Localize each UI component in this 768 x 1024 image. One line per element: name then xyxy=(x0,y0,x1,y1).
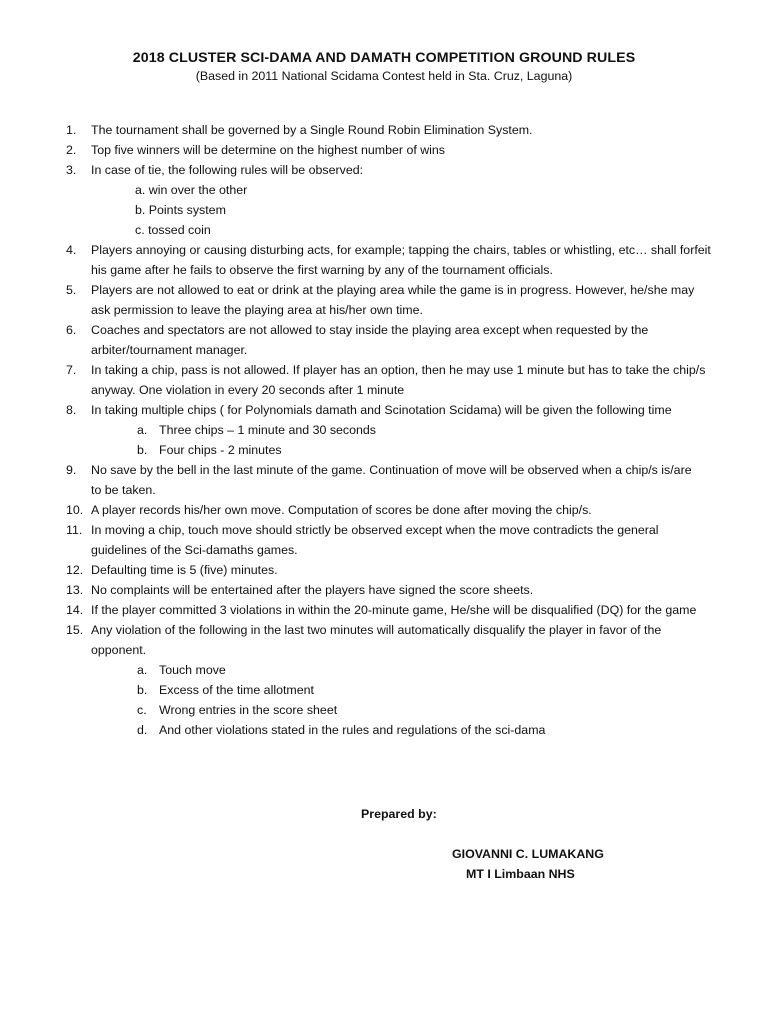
rule-subitem xyxy=(0,180,768,200)
rule-subitem-text: Touch move xyxy=(159,663,226,677)
rule-number: 15. xyxy=(66,623,84,637)
rule-subitem-letter: c. xyxy=(137,703,147,717)
rule-text: In case of tie, the following rules will be observed: xyxy=(91,163,364,177)
rule-text-continued: to be taken. xyxy=(91,483,156,497)
rule-item xyxy=(0,160,768,240)
rule-subitem xyxy=(0,720,768,740)
rule-item xyxy=(0,520,768,560)
rule-text: Players are not allowed to eat or drink at the playing area while the game is in progress. However, he/she may xyxy=(91,283,695,297)
rule-item xyxy=(0,580,768,600)
rule-line xyxy=(0,280,768,300)
rule-item xyxy=(0,280,768,320)
rule-subitem xyxy=(0,660,768,680)
rule-text-continued: ask permission to leave the playing area at his/her own time. xyxy=(91,303,423,317)
rule-subitem-text: c. tossed coin xyxy=(135,223,211,237)
rule-subitem xyxy=(0,200,768,220)
rule-number: 6. xyxy=(66,323,77,337)
rule-text: In moving a chip, touch move should strictly be observed except when the move contradicts the general xyxy=(91,523,659,537)
rule-line xyxy=(0,240,768,260)
rule-subitem-text: a. win over the other xyxy=(135,183,248,197)
rule-item xyxy=(0,620,768,740)
rule-number: 12. xyxy=(66,563,84,577)
rule-line xyxy=(0,520,768,540)
rule-subitem-text: Three chips – 1 minute and 30 seconds xyxy=(159,423,376,437)
rule-line xyxy=(0,340,768,360)
rule-line xyxy=(0,620,768,640)
rule-subitem-letter: b. xyxy=(137,683,148,697)
rule-text: Top five winners will be determine on the highest number of wins xyxy=(91,143,446,157)
prepared-by-label: Prepared by: xyxy=(361,807,437,821)
rule-item xyxy=(0,560,768,580)
rule-subitem-letter: b. xyxy=(137,443,148,457)
rule-text-continued: arbiter/tournament manager. xyxy=(91,343,248,357)
rule-item xyxy=(0,360,768,400)
rule-text: The tournament shall be governed by a Single Round Robin Elimination System. xyxy=(91,123,533,137)
rule-text: Coaches and spectators are not allowed to stay inside the playing area except when requested by the xyxy=(91,323,649,337)
rule-line xyxy=(0,500,768,520)
document-subtitle: (Based in 2011 National Scidama Contest held in Sta. Cruz, Laguna) xyxy=(195,69,573,83)
rule-line xyxy=(0,360,768,380)
rule-subitem-text: Four chips - 2 minutes xyxy=(159,443,282,457)
rule-number: 14. xyxy=(66,603,84,617)
rule-subitem xyxy=(0,420,768,440)
rule-subitem-letter: a. xyxy=(137,423,148,437)
rule-text: A player records his/her own move. Computation of scores be done after moving the chip/s. xyxy=(91,503,592,517)
rule-number: 8. xyxy=(66,403,77,417)
rule-text: In taking multiple chips ( for Polynomials damath and Scinotation Scidama) will be given the following time xyxy=(91,403,672,417)
rule-item xyxy=(0,320,768,360)
rule-subitem-text: And other violations stated in the rules and regulations of the sci-dama xyxy=(159,723,546,737)
rule-text-continued: his game after he fails to observe the first warning by any of the tournament officials. xyxy=(91,263,553,277)
rule-line xyxy=(0,600,768,620)
rule-text: Players annoying or causing disturbing acts, for example; tapping the chairs, tables or whistling, etc… shall forfeit xyxy=(91,243,711,257)
rule-subitem-text: b. Points system xyxy=(135,203,226,217)
rule-line xyxy=(0,380,768,400)
rule-number: 4. xyxy=(66,243,77,257)
rule-text: In taking a chip, pass is not allowed. If player has an option, then he may use 1 minute but has to take the chip/s xyxy=(91,363,706,377)
rule-item xyxy=(0,460,768,500)
rule-text: No save by the bell in the last minute of the game. Continuation of move will be observed when a chip/s is/are xyxy=(91,463,692,477)
rule-number: 3. xyxy=(66,163,77,177)
rule-text-continued: opponent. xyxy=(91,643,147,657)
rule-item xyxy=(0,600,768,620)
rule-subitem-text: Excess of the time allotment xyxy=(159,683,314,697)
rule-subitem-text: Wrong entries in the score sheet xyxy=(159,703,338,717)
rule-item xyxy=(0,240,768,280)
rule-number: 9. xyxy=(66,463,77,477)
rule-subitem xyxy=(0,220,768,240)
rule-item xyxy=(0,400,768,460)
signatory-position: MT I Limbaan NHS xyxy=(466,867,575,881)
rule-line xyxy=(0,480,768,500)
rule-number: 11. xyxy=(66,523,83,537)
rule-text-continued: anyway. One violation in every 20 seconds after 1 minute xyxy=(91,383,405,397)
rule-item xyxy=(0,500,768,520)
rules-list xyxy=(0,120,768,740)
rule-line xyxy=(0,400,768,420)
rule-number: 7. xyxy=(66,363,77,377)
rule-subitem xyxy=(0,440,768,460)
rule-text: If the player committed 3 violations in within the 20-minute game, He/she will be disqualified (DQ) for the game xyxy=(91,603,697,617)
rule-subitem-letter: a. xyxy=(137,663,148,677)
rule-line xyxy=(0,300,768,320)
rule-line xyxy=(0,160,768,180)
rule-item xyxy=(0,140,768,160)
rule-subitem xyxy=(0,680,768,700)
rule-number: 13. xyxy=(66,583,84,597)
rule-line xyxy=(0,460,768,480)
rule-subitem-letter: d. xyxy=(137,723,148,737)
rule-text-continued: guidelines of the Sci-damaths games. xyxy=(91,543,298,557)
rule-number: 5. xyxy=(66,283,77,297)
rule-line xyxy=(0,120,768,140)
signatory-name: GIOVANNI C. LUMAKANG xyxy=(452,847,604,861)
rule-line xyxy=(0,140,768,160)
rule-subitem xyxy=(0,700,768,720)
rule-text: No complaints will be entertained after the players have signed the score sheets. xyxy=(91,583,534,597)
rule-line xyxy=(0,640,768,660)
rule-number: 1. xyxy=(66,123,77,137)
rule-text: Any violation of the following in the last two minutes will automatically disqualify the player in favor of the xyxy=(91,623,662,637)
rule-line xyxy=(0,260,768,280)
rule-line xyxy=(0,560,768,580)
rule-text: Defaulting time is 5 (five) minutes. xyxy=(91,563,278,577)
rule-number: 10. xyxy=(66,503,84,517)
rule-line xyxy=(0,540,768,560)
document-title: 2018 CLUSTER SCI-DAMA AND DAMATH COMPETITION GROUND RULES xyxy=(132,50,636,66)
rule-line xyxy=(0,580,768,600)
rule-line xyxy=(0,320,768,340)
rule-item xyxy=(0,120,768,140)
rule-number: 2. xyxy=(66,143,77,157)
